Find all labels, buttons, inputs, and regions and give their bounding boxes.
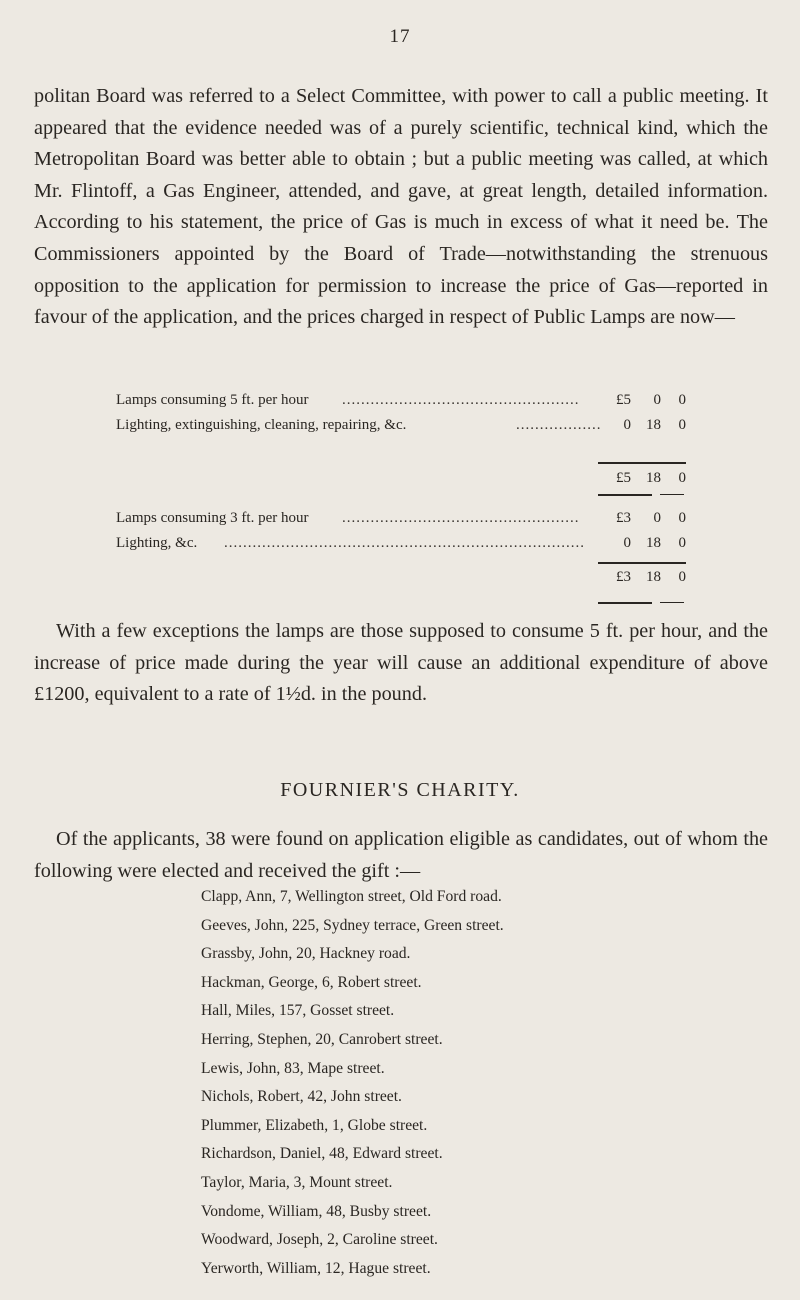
amount-shillings: 0 — [653, 510, 661, 526]
recipient-entry: Grassby, John, 20, Hackney road. — [201, 945, 411, 963]
sum-rule — [598, 462, 686, 464]
ledger-label: Lighting, &c. — [116, 535, 198, 551]
amount-pounds: £5 — [616, 392, 631, 408]
total-shillings: 18 — [646, 470, 661, 486]
total-rule — [598, 494, 652, 496]
paragraph-lamp-expenditure: With a few exceptions the lamps are those supposed to consume 5 ft. per hour, and the increase of price made during the year will cause an additional expenditure of above £1200, equivalent to a rate of 1½d. in the pound. — [34, 620, 768, 706]
recipient-entry: Herring, Stephen, 20, Canrobert street. — [201, 1030, 443, 1048]
recipient-entry: Richardson, Daniel, 48, Edward street. — [201, 1145, 443, 1163]
recipient-entry: Plummer, Elizabeth, 1, Globe street. — [201, 1116, 428, 1134]
leader-dots: .................................................. — [342, 510, 580, 526]
paragraph-gas-board: politan Board was referred to a Select Committee, with power to call a public meeting. It appeared that the evidence needed was of a purely scientific, technical kind, which the Metropolitan Board was better able to obtain ; but a public meeting was called, at which Mr. Flintoff, a Gas Engineer, attended, and gave, at great length, detailed information. According to his statement, the price of Gas is much in excess of what it need be. The Commissioners appointed by the Board of Trade—notwithstanding the strenuous opposition to the application for permission to increase the price of Gas—reported in favour of the application, and the prices charged in respect of Public Lamps are now— — [34, 85, 768, 329]
paragraph-charity-applicants: Of the applicants, 38 were found on application eligible as candidates, out of whom the following were elected and received the gift :— — [34, 828, 768, 882]
amount-pence: 0 — [678, 510, 686, 526]
recipient-entry: Yerworth, William, 12, Hague street. — [201, 1259, 431, 1277]
recipient-entry: Lewis, John, 83, Mape street. — [201, 1059, 385, 1077]
leader-dots: .................................................. — [342, 392, 580, 408]
ledger-row — [116, 413, 691, 438]
amount-pounds: 0 — [623, 417, 631, 433]
recipient-entry: Hackman, George, 6, Robert street. — [201, 973, 422, 991]
recipient-entry: Hall, Miles, 157, Gosset street. — [201, 1002, 395, 1020]
ledger-total-row — [116, 565, 691, 590]
section-heading: FOURNIER'S CHARITY. — [280, 779, 520, 801]
amount-shillings: 18 — [646, 417, 661, 433]
sum-rule — [598, 562, 686, 564]
total-rule — [598, 602, 652, 604]
ledger-row — [116, 506, 691, 531]
leader-dots: ............................................................................ — [224, 535, 585, 551]
recipient-entry: Woodward, Joseph, 2, Caroline street. — [201, 1231, 438, 1249]
total-pence: 0 — [678, 569, 686, 585]
total-rule — [660, 602, 684, 603]
leader-dots: .................. — [516, 417, 602, 433]
amount-pounds: 0 — [623, 535, 631, 551]
ledger-label: Lamps consuming 5 ft. per hour — [116, 392, 309, 408]
total-pounds: £3 — [616, 569, 631, 585]
amount-pounds: £3 — [616, 510, 631, 526]
recipient-entry: Nichols, Robert, 42, John street. — [201, 1088, 402, 1106]
lamp-charges-table-5ft — [116, 388, 691, 491]
amount-shillings: 18 — [646, 535, 661, 551]
ledger-row — [116, 388, 691, 413]
total-shillings: 18 — [646, 569, 661, 585]
page-number: 17 — [389, 26, 411, 47]
ledger-total-row — [116, 466, 691, 491]
recipient-entry: Vondome, William, 48, Busby street. — [201, 1202, 432, 1220]
ledger-label: Lamps consuming 3 ft. per hour — [116, 510, 309, 526]
total-pounds: £5 — [616, 470, 631, 486]
recipient-entry: Clapp, Ann, 7, Wellington street, Old Ford road. — [201, 888, 502, 905]
amount-pence: 0 — [678, 535, 686, 551]
ledger-row — [116, 531, 691, 556]
total-rule — [660, 494, 684, 495]
recipient-entry: Taylor, Maria, 3, Mount street. — [201, 1173, 393, 1191]
recipient-list — [201, 883, 761, 1283]
amount-pence: 0 — [678, 392, 686, 408]
amount-pence: 0 — [678, 417, 686, 433]
lamp-charges-table-3ft — [116, 506, 691, 590]
amount-shillings: 0 — [653, 392, 661, 408]
ledger-label: Lighting, extinguishing, cleaning, repairing, &c. — [116, 417, 407, 433]
recipient-entry: Geeves, John, 225, Sydney terrace, Green street. — [201, 916, 504, 934]
total-pence: 0 — [678, 470, 686, 486]
